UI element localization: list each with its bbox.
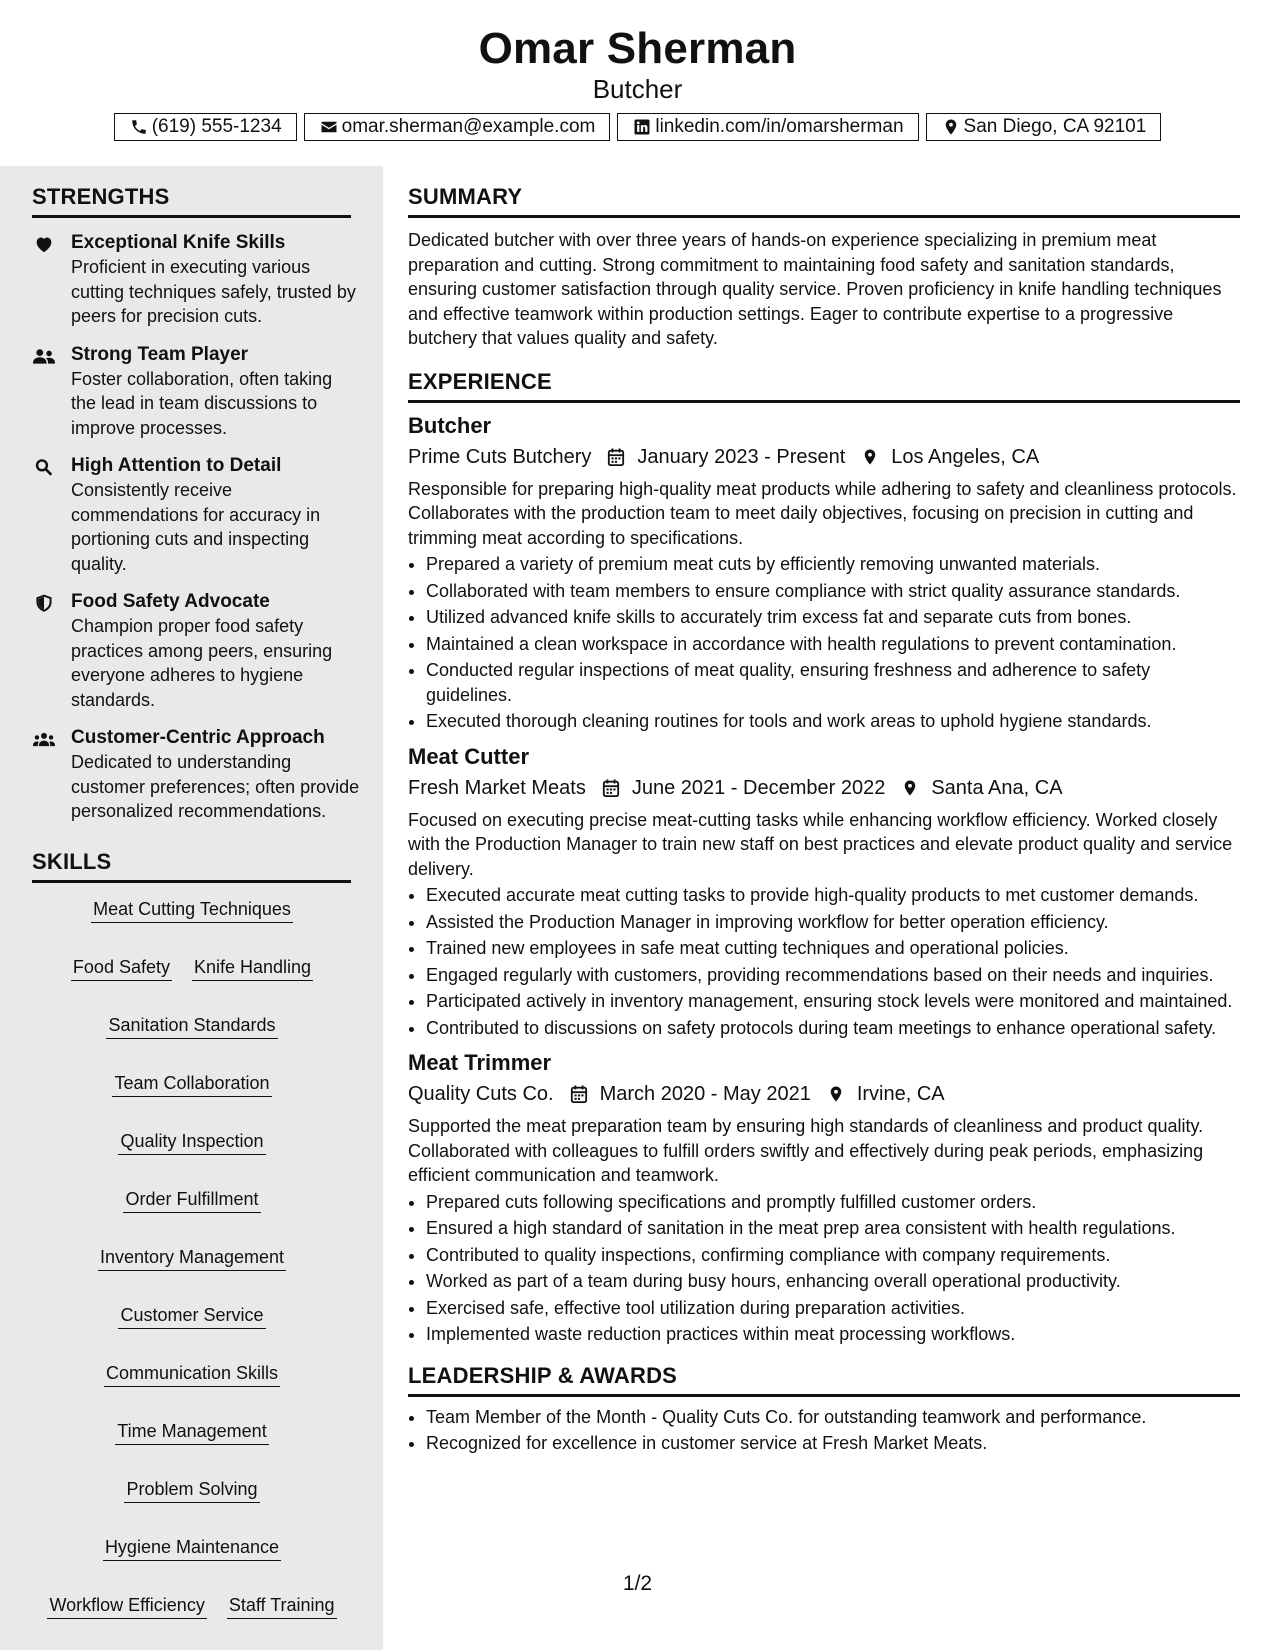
strengths-list xyxy=(0,230,383,824)
job-description: Responsible for preparing high-quality meat products while adhering to safety and cleanliness protocols. Collaborates with the production team to meet daily objectives, focusing on precision in cutting and trimming meat according to specifications. xyxy=(408,478,1237,548)
skill-tag: Inventory Management xyxy=(98,1245,286,1271)
skill-tag: Workflow Efficiency xyxy=(47,1593,206,1619)
strength-name: High Attention to Detail xyxy=(71,455,282,476)
sidebar xyxy=(0,166,383,1650)
bullet-item: • Trained new employees in safe meat cutting techniques and operational policies. xyxy=(426,936,1240,961)
skill-tag: Knife Handling xyxy=(192,955,313,981)
skill-tag: Order Fulfillment xyxy=(123,1187,260,1213)
bullet-item: • Utilized advanced knife skills to accurately trim excess fat and separate cuts from bones. xyxy=(426,605,1240,630)
job-bullets xyxy=(408,552,1240,734)
job-location: Los Angeles, CA xyxy=(891,445,1040,468)
bullet-item: • Engaged regularly with customers, providing recommendations based on their needs and inquiries. xyxy=(426,963,1240,988)
bullet-item: • Worked as part of a team during busy hours, enhancing overall operational productivity. xyxy=(426,1269,1240,1294)
strengths-heading: STRENGTHS xyxy=(32,184,351,218)
skill-tag: Meat Cutting Techniques xyxy=(91,897,293,923)
strength-desc: Champion proper food safety practices among peers, ensuring everyone adheres to hygiene standards. xyxy=(71,616,333,710)
contact-phone xyxy=(114,113,297,141)
strength-name: Exceptional Knife Skills xyxy=(71,232,286,253)
users-group-icon xyxy=(32,729,56,749)
linkedin-icon xyxy=(632,117,652,137)
bullet-item: • Contributed to discussions on safety protocols during team meetings to enhance operational safety. xyxy=(426,1016,1240,1041)
bullet-item: • Implemented waste reduction practices within meat processing workflows. xyxy=(426,1322,1240,1347)
job-location: Irvine, CA xyxy=(856,1083,945,1105)
summary-heading: SUMMARY xyxy=(408,184,1240,218)
bullet-item: • Executed accurate meat cutting tasks to provide high-quality products to met customer demands. xyxy=(426,883,1240,908)
strength-desc: Dedicated to understanding customer preferences; often provide personalized recommendations. xyxy=(71,752,360,821)
bullet-item: • Collaborated with team members to ensure compliance with strict quality assurance standards. xyxy=(426,579,1240,604)
contact-linkedin-text: linkedin.com/in/omarsherman xyxy=(655,116,904,137)
skill-tag: Quality Inspection xyxy=(118,1129,265,1155)
job-description: Supported the meat preparation team by ensuring high standards of cleanliness and product quality. Collaborated with colleagues to fulfill orders swiftly and effectively during peak periods, emphasizing efficient communication and teamwork. xyxy=(408,1116,1204,1185)
contact-email xyxy=(304,113,611,141)
job-title: Butcher xyxy=(408,412,492,438)
bullet-item: • Participated actively in inventory management, ensuring stock levels were monitored and maintained. xyxy=(426,989,1240,1014)
award-item: • Team Member of the Month - Quality Cuts Co. for outstanding teamwork and performance. xyxy=(426,1405,1240,1430)
map-pin-icon xyxy=(899,777,921,799)
strength-desc: Consistently receive commendations for accuracy in portioning cuts and inspecting quality. xyxy=(71,480,321,574)
job-entry xyxy=(408,1048,1240,1347)
job-company: Fresh Market Meats xyxy=(408,776,586,799)
job-entry xyxy=(408,411,1240,734)
bullet-item: • Prepared a variety of premium meat cuts by efficiently removing unwanted materials. xyxy=(426,552,1240,577)
summary-text: Dedicated butcher with over three years of hands-on experience specializing in premium meat preparation and cutting. Strong commitment to maintaining food safety and sanitation standards, ensuring customer satisfaction through quality service. Proven proficiency in knife handling techniques and effective teamwork within production settings. Eager to contribute expertise to a progressive butchery that values quality and safety. xyxy=(408,230,1222,348)
envelope-icon xyxy=(319,117,339,137)
job-location: Santa Ana, CA xyxy=(931,776,1063,799)
job-company: Quality Cuts Co. xyxy=(408,1083,554,1105)
resume-header xyxy=(0,0,1275,104)
calendar-icon xyxy=(605,446,627,468)
awards-heading: LEADERSHIP & AWARDS xyxy=(408,1363,1240,1397)
page-number: 1/2 xyxy=(622,1572,653,1595)
strength-name: Customer-Centric Approach xyxy=(71,727,325,748)
bullet-item: • Exercised safe, effective tool utilization during preparation activities. xyxy=(426,1296,1240,1321)
contact-phone-text: (619) 555-1234 xyxy=(151,116,282,137)
contact-linkedin xyxy=(617,113,918,141)
skill-tag: Communication Skills xyxy=(104,1361,280,1387)
skills-heading: SKILLS xyxy=(32,849,351,883)
strength-desc: Proficient in executing various cutting techniques safely, trusted by peers for precision cuts. xyxy=(71,257,356,326)
map-pin-icon xyxy=(941,117,961,137)
experience-heading: EXPERIENCE xyxy=(408,369,1240,403)
skill-tag: Hygiene Maintenance xyxy=(103,1535,281,1561)
skill-tag: Time Management xyxy=(115,1419,268,1445)
job-bullets xyxy=(408,883,1240,1040)
candidate-name: Omar Sherman xyxy=(478,24,797,73)
strength-desc: Foster collaboration, often taking the lead in team discussions to improve processes. xyxy=(71,368,333,438)
skills-list xyxy=(32,897,352,1619)
strength-item xyxy=(0,230,361,329)
bullet-item: • Assisted the Production Manager in improving workflow for better operation efficiency. xyxy=(426,910,1240,935)
job-company: Prime Cuts Butchery xyxy=(408,445,592,468)
map-pin-icon xyxy=(825,1083,847,1105)
calendar-icon xyxy=(568,1083,590,1105)
contact-location-text: San Diego, CA 92101 xyxy=(963,116,1147,137)
skill-tag: Staff Training xyxy=(227,1593,337,1619)
bullet-item: • Prepared cuts following specifications and promptly fulfilled customer orders. xyxy=(426,1190,1240,1215)
main-content xyxy=(408,166,1240,1458)
strength-item xyxy=(0,453,361,576)
award-item: • Recognized for excellence in customer service at Fresh Market Meats. xyxy=(426,1431,1240,1456)
job-meta xyxy=(408,1080,1240,1108)
job-meta xyxy=(408,774,1240,802)
job-dates: March 2020 - May 2021 xyxy=(599,1083,811,1105)
candidate-title: Butcher xyxy=(592,74,683,104)
phone-icon xyxy=(129,117,149,137)
contact-location xyxy=(926,113,1162,141)
strength-name: Food Safety Advocate xyxy=(71,591,270,612)
calendar-icon xyxy=(600,777,622,799)
bullet-item: • Ensured a high standard of sanitation in the meat prep area consistent with health regulations. xyxy=(426,1216,1240,1241)
job-title: Meat Trimmer xyxy=(408,1050,552,1075)
magnifier-icon xyxy=(32,457,56,477)
job-title: Meat Cutter xyxy=(408,743,530,769)
job-bullets xyxy=(408,1190,1240,1347)
bullet-item: • Maintained a clean workspace in accordance with health regulations to prevent contamination. xyxy=(426,632,1240,657)
shield-icon xyxy=(32,593,56,613)
job-dates: June 2021 - December 2022 xyxy=(631,776,886,799)
job-entry xyxy=(408,742,1240,1041)
skill-tag: Food Safety xyxy=(71,955,172,981)
skill-tag: Customer Service xyxy=(118,1303,265,1329)
strength-item xyxy=(0,589,361,712)
skill-tag: Problem Solving xyxy=(124,1477,259,1503)
strength-name: Strong Team Player xyxy=(71,343,249,365)
job-dates: January 2023 - Present xyxy=(637,445,846,468)
awards-list xyxy=(408,1405,1240,1456)
skill-tag: Team Collaboration xyxy=(112,1071,271,1097)
user-pair-icon xyxy=(32,346,56,366)
strength-item xyxy=(0,342,361,441)
job-meta xyxy=(408,443,1240,471)
contact-email-text: omar.sherman@example.com xyxy=(341,116,596,137)
job-description: Focused on executing precise meat-cutting tasks while enhancing workflow efficiency. Worked closely with the Production Manager to train new staff on best practices and elevate product quality and service delivery. xyxy=(408,809,1233,879)
heart-icon xyxy=(32,234,56,254)
map-pin-icon xyxy=(859,446,881,468)
strength-item xyxy=(0,725,361,824)
bullet-item: • Conducted regular inspections of meat quality, ensuring freshness and adherence to safety guidelines. xyxy=(426,658,1240,707)
contact-bar xyxy=(0,113,1275,141)
bullet-item: • Executed thorough cleaning routines for tools and work areas to uphold hygiene standards. xyxy=(426,709,1240,734)
bullet-item: • Contributed to quality inspections, confirming compliance with company requirements. xyxy=(426,1243,1240,1268)
skill-tag: Sanitation Standards xyxy=(106,1013,277,1039)
